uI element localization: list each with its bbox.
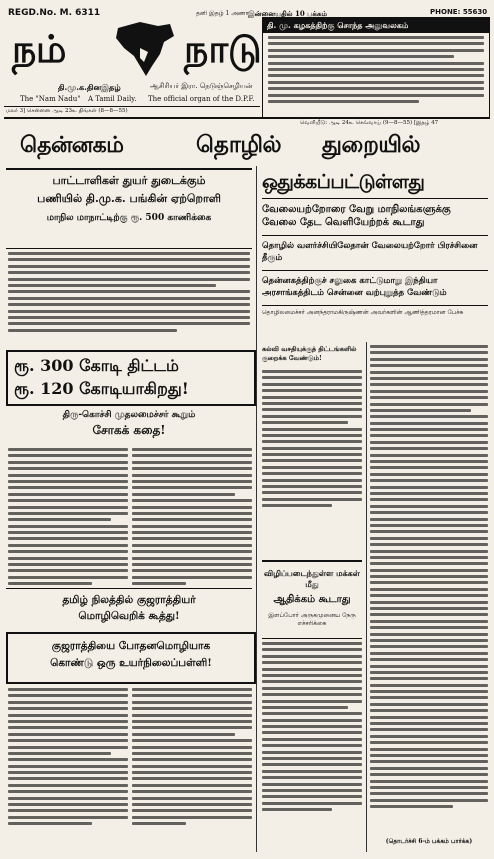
tirukochi-text-col2 <box>132 448 252 589</box>
india-map-logo <box>110 18 180 80</box>
right-byline: தொழிலமைச்சர் அனந்தராமகிருஷ்ணன் அவர்களின் ஆணித்தரமான பேச்சு <box>262 305 488 317</box>
gujarat-headline-2: மொழிவெறிக் கூத்து! <box>78 610 180 622</box>
vilippu-text <box>262 642 362 815</box>
tagline-organ: The official organ of the D.P.F. <box>148 95 255 103</box>
gujarat-box <box>6 632 256 684</box>
quote-2: தொழில் வளர்ச்சியிலேதான் வேலையற்றோர் பிரச்சினை தீரும் <box>262 235 488 264</box>
mid-story-text <box>262 370 362 511</box>
quote-3a: தென்னகத்திற்குச் சலுகை காட்டுமாறு இந்தியா <box>262 270 488 287</box>
left-story-text <box>8 252 250 335</box>
left-story-subhead: மாநில மாநாட்டிற்கு ரூ. 500 காணிக்கை <box>46 213 212 223</box>
left-story-headline-1: பாட்டாளிகள் துயர் துடைக்கும் <box>52 174 206 187</box>
right-story-text <box>370 345 488 812</box>
tirukochi-subhead: சோகக் கதை! <box>92 423 166 437</box>
masthead-title-left: நம் <box>12 27 66 71</box>
vilippu-line2: ஆதிக்கம் கூடாது <box>273 594 351 605</box>
mid-story-headline: கல்வி வசதியுக்குத் திட்டங்களில் குறைக்க வேண்டும்! <box>262 345 357 362</box>
tirukochi-headline: திரு-கொச்சி முதலமைச்சர் கூறும் <box>62 410 196 420</box>
box-300-crore <box>6 350 256 406</box>
main-headline-part3: துறையில் <box>322 131 421 158</box>
quote-1b: வேலை தேட வெளியேற்றக் கூடாது <box>262 217 425 228</box>
top-right-box <box>262 17 490 119</box>
top-right-box-text <box>268 36 484 106</box>
quote-3b: அரசாங்கத்திடம் சென்னை வற்புறுத்த வேண்டும் <box>262 288 447 298</box>
tirukochi-text-col1 <box>8 448 128 589</box>
masthead-title-right: நாடு <box>184 27 262 71</box>
vilippu-line1: விழிப்படைந்துள்ள மக்கள் மீது <box>263 568 360 589</box>
gujarat-text-col2 <box>132 688 252 829</box>
gujarat-box-line1: குஜராத்தியை போதனமொழியாக <box>51 640 211 652</box>
left-story-header <box>6 168 252 249</box>
dateline-right: வெளியீடு: ஆடி 24உ செவ்வாய் (9—8—55) [இதழ் 47 <box>300 120 439 126</box>
dateline-left: மலர் 3] சென்னை ஆடி 23உ திங்கள் (8—8—55) <box>6 108 128 114</box>
tagline-daily: A Tamil Daily. <box>88 95 137 103</box>
vilippu-story-header <box>262 560 362 639</box>
main-headline-part2: தொழில் <box>196 131 282 158</box>
gujarat-box-line2: கொண்டு ஒரு உயர்நிலைப்பள்ளி! <box>50 657 212 669</box>
gujarat-headline-1: தமிழ் நிலத்தில் குஜராத்தியர் <box>62 594 196 606</box>
vilippu-subhead: இளப்போர் அருகமுனைய நேரு எச்சரிக்கை <box>268 612 356 627</box>
price-label: தனி இதழ் 1 அணா <box>196 10 249 17</box>
top-right-box-headline: தி. மு. கழகத்திற்கு சொந்த அலுவலகம் <box>263 18 489 33</box>
continued-note: (தொடர்ச்சி 6-ம் பக்கம் பார்க்க) <box>385 838 473 845</box>
editor-line: ஆசிரியர் இரா. நெடுஞ்செழியன் <box>150 82 253 90</box>
registration-number: REGD.No. M. 6311 <box>8 8 101 18</box>
right-quotes-box <box>262 198 488 338</box>
main-headline-line2: ஒதுக்கப்பட்டுள்ளது <box>262 171 425 193</box>
quote-1a: வேலையற்றோரை வேறு மாநிலங்களுக்கு <box>262 198 488 216</box>
box-300-line2: ரூ. 120 கோடியாகிறது! <box>14 379 189 398</box>
phone-number: PHONE: 55630 <box>430 8 488 16</box>
gujarat-text-col1 <box>8 688 128 829</box>
box-300-line1: ரூ. 300 கோடி திட்டம் <box>14 356 179 375</box>
party-daily-line: தி.மு.க.தினஇதழ் <box>58 82 121 92</box>
left-story-headline-2: பணியில் தி.மு.க. பங்கின் ஏற்றொளி <box>37 192 221 205</box>
tagline-name: The "Nam Nadu" <box>20 95 81 103</box>
supplement-label: இன்னையதில் 10 பக்கம் <box>248 9 327 18</box>
main-headline-part1: தென்னகம் <box>20 132 124 158</box>
